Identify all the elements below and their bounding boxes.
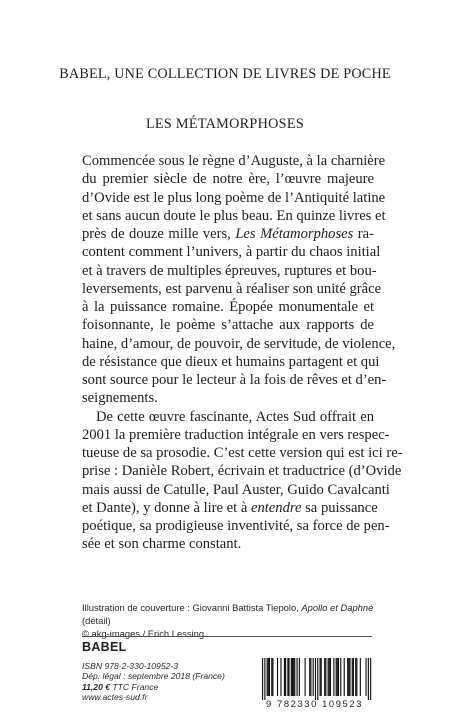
- publisher-brand: BABEL: [82, 640, 127, 654]
- blurb-line: du premier siècle de notre ère, l’œuvre majeure: [82, 171, 374, 188]
- blurb-text: sa puissance: [301, 499, 378, 516]
- blurb-line: poétique, sa prodigieuse inventivité, sa force de pen-: [82, 518, 390, 534]
- blurb-line: [82, 408, 374, 426]
- credit-line: [82, 601, 382, 627]
- price: [82, 682, 225, 692]
- blurb-line: d’Ovide est le plus long poème de l’Antiquité latine: [82, 189, 386, 206]
- barcode-bar: [324, 658, 325, 696]
- blurb-text: près de douze mille vers,: [82, 226, 236, 242]
- barcode-bar: [292, 658, 293, 696]
- credit-text: Illustration de couverture : Giovanni Battista Tiepolo,: [82, 602, 302, 613]
- legal-deposit: Dép. légal : septembre 2018 (France): [82, 671, 225, 682]
- barcode-bar: [328, 658, 329, 696]
- barcode-bar: [330, 658, 331, 696]
- barcode-bar: [310, 658, 311, 696]
- barcode-bar: [264, 658, 265, 700]
- barcode-bar: [329, 658, 330, 696]
- blurb-line: foisonnante, le poème s’attache aux rapports de: [82, 317, 374, 334]
- blurb-title-italic: Les Métamorphoses: [235, 226, 354, 242]
- barcode-bar: [337, 658, 338, 696]
- barcode-bar: [297, 658, 298, 696]
- barcode-bar: [338, 658, 339, 696]
- blurb-line: mais aussi de Catulle, Paul Auster, Guido Cavalcanti: [82, 481, 390, 498]
- publication-meta: [82, 661, 225, 703]
- blurb-line: et sans aucun doute le plus beau. En quinze livres et: [82, 207, 386, 224]
- back-cover-blurb: [82, 152, 403, 554]
- blurb-line: de résistance que dieux et humains partagent et qui: [82, 353, 380, 370]
- barcode-bar: [287, 658, 288, 696]
- barcode-bars: [255, 658, 374, 700]
- barcode-bar: [309, 658, 310, 696]
- barcode-bar: [291, 658, 292, 696]
- blurb-line: Commencée sous le règne d’Auguste, à la charnière: [82, 153, 386, 169]
- blurb-line: content comment l’univers, à partir du chaos initial: [82, 244, 381, 261]
- barcode-bar: [284, 658, 285, 696]
- price-suffix: TTC France: [110, 681, 159, 692]
- website: www.actes-sud.fr: [82, 692, 148, 703]
- artwork-title: Apollo et Daphné: [301, 602, 374, 613]
- blurb-italic: entendre: [250, 499, 302, 516]
- barcode-bar: [317, 658, 318, 700]
- barcode-bar: [340, 658, 341, 696]
- barcode-bar: [325, 658, 326, 696]
- blurb-line: prise : Danièle Robert, écrivain et traductrice (d’Ovide: [82, 463, 402, 480]
- barcode-bar: [267, 658, 268, 696]
- blurb-line: leversements, est parvenu à réaliser son unité grâce: [82, 280, 382, 297]
- barcode-bar: [272, 658, 273, 696]
- barcode-bar: [356, 658, 357, 696]
- blurb-line: 2001 la première traduction intégrale en vers respec-: [82, 426, 390, 443]
- barcode-digits: 9 782330 109523: [266, 698, 363, 709]
- barcode-bar: [348, 658, 349, 696]
- barcode-bar: [262, 658, 263, 700]
- credit-text: (détail): [82, 615, 111, 626]
- barcode-bar: [370, 658, 371, 700]
- barcode-bar: [268, 658, 269, 696]
- blurb-line: [82, 499, 378, 517]
- barcode-bar: [277, 658, 278, 696]
- barcode-bar: [368, 658, 369, 700]
- barcode-bar: [355, 658, 356, 696]
- blurb-text: Actes Sud offrait en: [255, 408, 375, 425]
- blurb-line: seignements.: [82, 390, 158, 407]
- blurb-line: et à travers de multiples épreuves, ruptures et bou-: [82, 262, 377, 279]
- barcode-bar: [333, 658, 334, 696]
- barcode-bar: [280, 658, 281, 696]
- barcode-bar: [305, 658, 306, 696]
- barcode-bar: [366, 658, 367, 696]
- barcode-bar: [269, 658, 270, 696]
- blurb-text: De cette œuvre fascinante,: [96, 408, 253, 425]
- blurb-text: et Dante), y donne à lire et à: [82, 499, 251, 516]
- barcode-bar: [321, 658, 322, 696]
- blurb-line: [82, 225, 374, 243]
- barcode-bar: [285, 658, 286, 696]
- barcode-bar: [271, 658, 272, 696]
- barcode-bar: [349, 658, 350, 696]
- barcode-bar: [288, 658, 289, 696]
- barcode-bar: [299, 658, 300, 696]
- barcode-bar: [347, 658, 348, 696]
- barcode-bar: [352, 658, 353, 696]
- ean-barcode: [255, 658, 374, 708]
- blurb-line: tueuse de sa prosodie. C’est cette version qui est ici re-: [82, 445, 403, 461]
- barcode-bar: [293, 658, 294, 696]
- barcode-bar: [320, 658, 321, 696]
- blurb-text: ra-: [353, 226, 374, 242]
- blurb-line: à la puissance romaine. Épopée monumentale et: [82, 299, 374, 315]
- illustration-credits: [82, 601, 382, 640]
- barcode-bar: [360, 658, 361, 696]
- isbn: ISBN 978-2-330-10952-3: [82, 661, 179, 671]
- barcode-bar: [344, 658, 345, 696]
- barcode-bar: [315, 658, 316, 700]
- blurb-line: sont source pour le lecteur à la fois de rêves et d’en-: [82, 372, 387, 388]
- barcode-bar: [353, 658, 354, 696]
- divider: [82, 636, 372, 637]
- series-line: BABEL, UNE COLLECTION DE LIVRES DE POCHE: [59, 66, 391, 82]
- book-title: LES MÉTAMORPHOSES: [145, 116, 305, 132]
- blurb-line: haine, d’amour, de pouvoir, de servitude, de violence,: [82, 335, 396, 352]
- price-value: 11,20 €: [82, 681, 111, 692]
- barcode-bar: [313, 658, 314, 696]
- barcode-bar: [336, 658, 337, 696]
- blurb-line: sée et son charme constant.: [82, 536, 242, 553]
- barcode-bar: [294, 658, 295, 696]
- copyright-line: © akg-images / Erich Lessing: [82, 628, 205, 639]
